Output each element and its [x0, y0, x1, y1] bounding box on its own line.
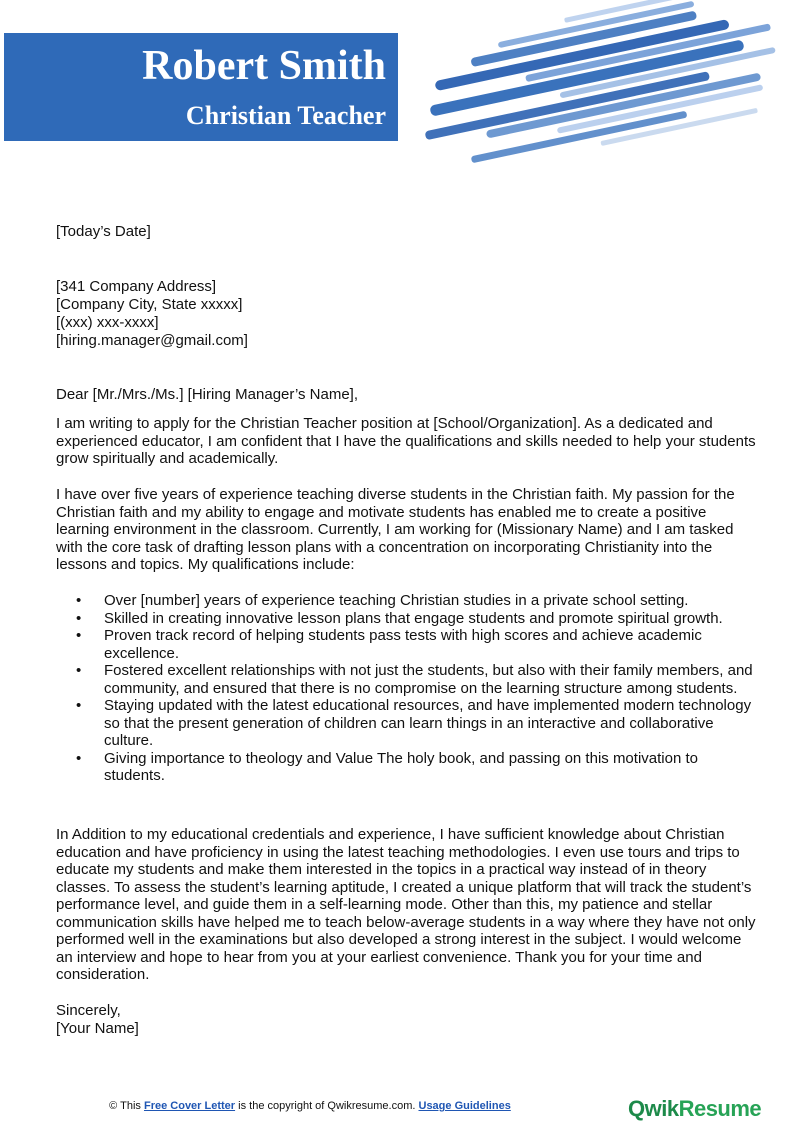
bullet-icon: •	[76, 697, 82, 714]
closing-paragraph: In Addition to my educational credentials and experience, I have sufficient knowledge about Christian education and have proficiency in using the latest teaching methodologies. I even use tours and trips to educate my students and make them interested in the topics in a practical way instead of in theory classes. To assess the student’s learning aptitude, I created a unique platform that will track the student’s performance level, and guide them in a self-learning mode. Other than this, my patience and stellar communication skills have helped me to teach below-average students in a way where they have not only performed well in the examinations but also developed a strong interest in the subject. I would welcome an interview and hope to hear from you at your earliest convenience. Thank you for your time and consideration.	[56, 826, 756, 983]
candidate-name: Robert Smith	[142, 43, 386, 89]
signoff	[56, 1002, 139, 1038]
salutation: Dear [Mr./Mrs./Ms.] [Hiring Manager’s Name],	[56, 386, 359, 403]
list-item	[56, 627, 756, 662]
list-item	[56, 662, 756, 697]
footer-prefix: © This	[109, 1100, 141, 1112]
list-item-text: Over [number] years of experience teaching Christian studies in a private school setting.	[104, 592, 689, 609]
signoff-closing: Sincerely,	[56, 1002, 121, 1019]
bullet-icon: •	[76, 609, 82, 627]
candidate-title: Christian Teacher	[185, 101, 386, 130]
address-line-2: [Company City, State xxxxx]	[56, 296, 243, 313]
header-banner	[4, 33, 398, 141]
decorative-streaks	[420, 0, 800, 180]
list-item	[56, 697, 756, 750]
qwikresume-logo	[628, 1096, 761, 1122]
bullet-icon: •	[76, 592, 82, 609]
list-item-text: Skilled in creating innovative lesson plans that engage students and promote spiritual growth.	[104, 609, 723, 627]
address-line-1: [341 Company Address]	[56, 278, 217, 295]
recipient-address	[56, 278, 248, 350]
letter-date: [Today’s Date]	[56, 223, 151, 240]
list-item	[56, 750, 756, 785]
qualifications-list	[56, 592, 756, 785]
logo-part-2: Resume	[678, 1096, 762, 1121]
usage-guidelines-link[interactable]: Usage Guidelines	[418, 1100, 511, 1112]
free-cover-letter-link[interactable]: Free Cover Letter	[143, 1100, 236, 1112]
list-item-text: Staying updated with the latest educational resources, and have implemented modern technology so that the present generation of children can learn things in an interactive and collaborative culture.	[104, 697, 752, 749]
list-item-text: Fostered excellent relationships with not just the students, but also with their family members, and community, and ensured that there is no compromise on the learning structure among students.	[104, 662, 753, 697]
intro-paragraph: I am writing to apply for the Christian Teacher position at [School/Organization]. As a dedicated and experienced educator, I am confident that I have the qualifications and skills needed to help your students grow spiritually and academically.	[56, 415, 756, 467]
footer-middle: is the copyright of Qwikresume.com.	[238, 1100, 416, 1112]
address-email: [hiring.manager@gmail.com]	[56, 332, 248, 349]
address-phone: [(xxx) xxx-xxxx]	[56, 314, 159, 331]
bullet-icon: •	[76, 662, 82, 679]
list-item-text: Proven track record of helping students pass tests with high scores and achieve academic excellence.	[104, 627, 702, 662]
list-item	[56, 592, 756, 610]
logo-part-1: Qwik	[628, 1096, 679, 1121]
list-item	[56, 610, 756, 628]
experience-paragraph: I have over five years of experience teaching diverse students in the Christian faith. My passion for the Christian faith and my ability to engage and motivate students has enabled me to create a positive learning environment in the classroom. Currently, I am working for (Missionary Name) and I am tasked with the core task of drafting lesson plans with a concentration on incorporating Christianity into the lessons and topics. My qualifications include:	[56, 486, 735, 573]
bullet-icon: •	[76, 627, 82, 644]
bullet-icon: •	[76, 749, 82, 767]
list-item-text: Giving importance to theology and Value The holy book, and passing on this motivation to students.	[104, 749, 698, 784]
signoff-name: [Your Name]	[56, 1020, 139, 1037]
